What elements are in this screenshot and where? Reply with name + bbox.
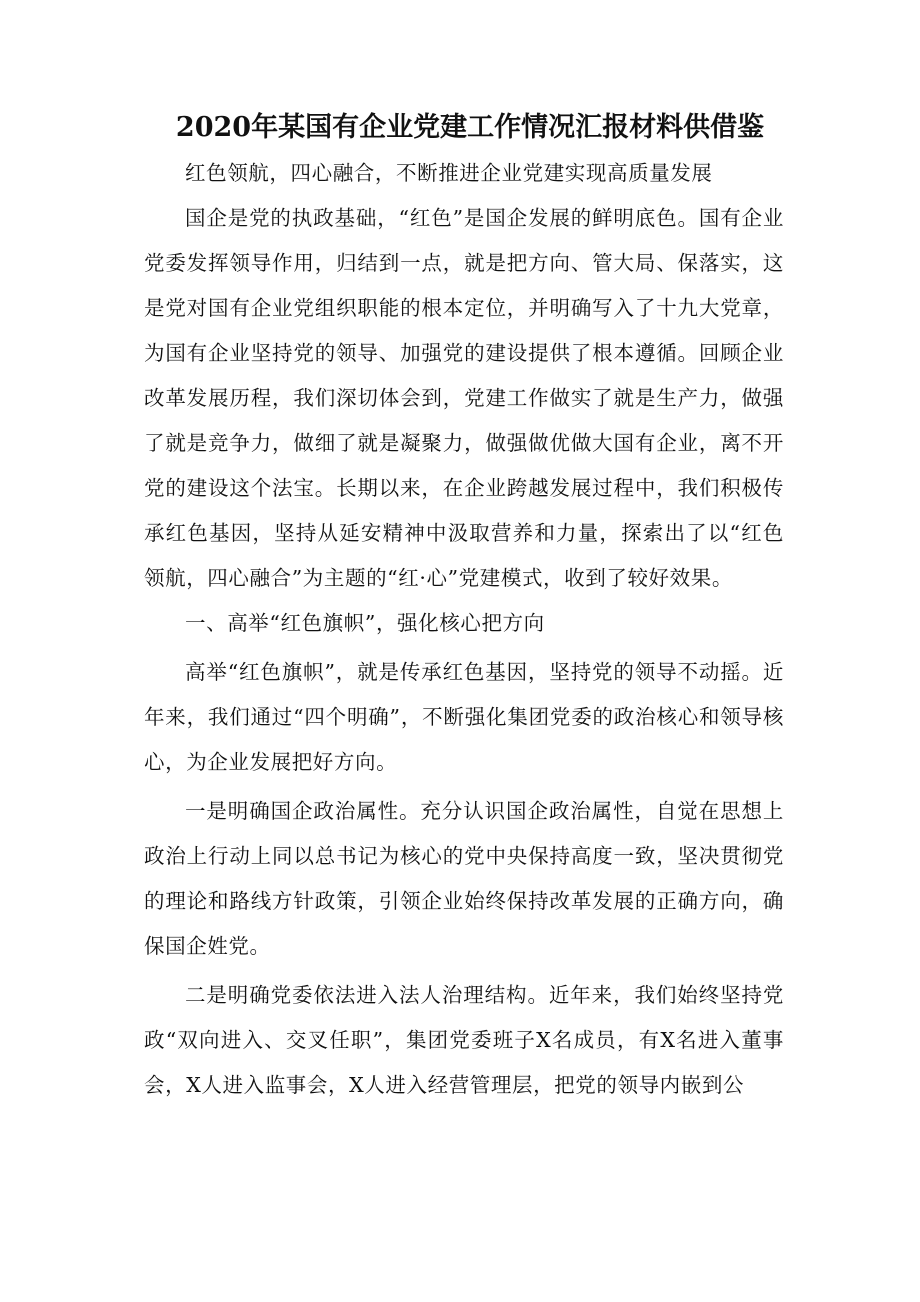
subtitle-paragraph: 红色领航，四心融合，不断推进企业党建实现高质量发展 <box>185 161 713 185</box>
point-1-paragraph: 一是明确国企政治属性。充分认识国企政治属性，自觉在思想上政治上行动上同以总书记为核心的党中央保持高度一致，坚决贯彻党的理论和路线方针政策，引领企业始终保持改革发展的正确方向，确保国企姓党。 <box>144 799 784 958</box>
section-1-paragraph: 高举“红色旗帜”，就是传承红色基因，坚持党的领导不动摇。近年来，我们通过“四个明确”，不断强化集团党委的政治核心和领导核心，为企业发展把好方向。 <box>144 660 784 774</box>
point-2-paragraph: 二是明确党委依法进入法人治理结构。近年来，我们始终坚持党政“双向进入、交叉任职”，集团党委班子X名成员，有X名进入董事会，X人进入监事会，X人进入经营管理层，把党的领导内嵌到公 <box>144 983 784 1097</box>
document-body <box>144 108 784 1108</box>
intro-paragraph: 国企是党的执政基础，“红色”是国企发展的鲜明底色。国有企业党委发挥领导作用，归结到一点，就是把方向、管大局、保落实，这是党对国有企业党组织职能的根本定位，并明确写入了十九大党章，为国有企业坚持党的领导、加强党的建设提供了根本遵循。回顾企业改革发展历程，我们深切体会到，党建工作做实了就是生产力，做强了就是竞争力，做细了就是凝聚力，做强做优做大国有企业，离不开党的建设这个法宝。长期以来，在企业跨越发展过程中，我们积极传承红色基因，坚持从延安精神中汲取营养和力量，探索出了以“红色领航，四心融合”为主题的“红·心”党建模式，收到了较好效果。 <box>144 206 784 590</box>
section-heading-1: 一、高举“红色旗帜”，强化核心把方向 <box>185 611 545 635</box>
document-title: 2020年某国有企业党建工作情况汇报材料供借鉴 <box>175 112 765 143</box>
